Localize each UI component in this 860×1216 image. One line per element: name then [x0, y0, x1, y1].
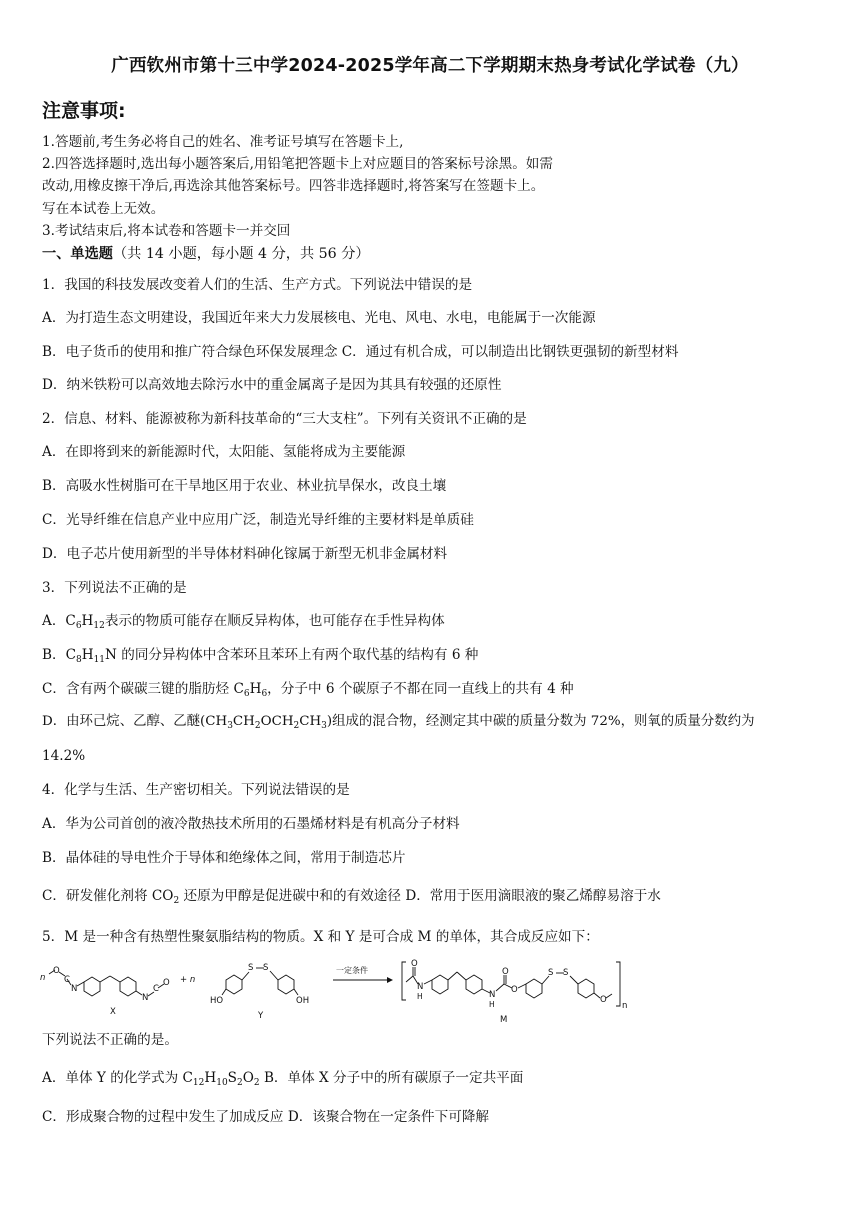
svg-text:N: N — [71, 984, 78, 994]
svg-text:S: S — [563, 968, 569, 978]
svg-text:C: C — [153, 984, 159, 994]
q4-option-cd: C．研发催化剂将 $CO_2$ 还原为甲醇是促进碳中和的有效途径 D．常用于医用滴眼液的聚乙烯醇易溶于水 — [42, 888, 661, 906]
notice-heading: 注意事项: — [42, 100, 126, 122]
svg-text:C: C — [64, 975, 70, 985]
section-label: 一、单选题 — [42, 246, 113, 262]
notice-line-2: 2.四答选择题时,选出每小题答案后,用铅笔把答题卡上对应题目的答案标号涂黑。如需 — [42, 156, 553, 172]
svg-text:N: N — [489, 990, 496, 1000]
svg-text:N: N — [142, 993, 149, 1003]
svg-text:n: n — [40, 973, 46, 983]
notice-line-1: 1.答题前,考生务必将自己的姓名、准考证号填写在答题卡上, — [42, 134, 404, 150]
q3-stem: 3．下列说法不正确的是 — [42, 580, 187, 596]
label-m: M — [500, 1015, 508, 1024]
svg-text:O: O — [411, 959, 418, 969]
q3-option-c: C．含有两个碳碳三键的脂肪烃 $C_6H_6$，分子中 6 个碳原子不都在同一直线上的共有 4 种 — [42, 681, 574, 699]
q2-option-a: A．在即将到来的新能源时代，太阳能、氢能将成为主要能源 — [42, 444, 406, 460]
svg-text:O: O — [53, 966, 60, 976]
svg-text:S: S — [263, 963, 269, 973]
svg-text:+ n: + n — [180, 975, 196, 985]
svg-text:O: O — [600, 995, 607, 1005]
q4-option-a: A．华为公司首创的液冷散热技术所用的石墨烯材料是有机高分子材料 — [42, 816, 460, 832]
label-y: Y — [258, 1011, 264, 1021]
svg-text:n: n — [622, 1001, 628, 1011]
q3-option-d-continued: 14.2% — [42, 748, 86, 764]
svg-text:H: H — [489, 1000, 495, 1009]
svg-text:OH: OH — [296, 996, 310, 1006]
q1-stem: 1．我国的科技发展改变着人们的生活、生产方式。下列说法中错误的是 — [42, 277, 473, 293]
q3-option-a: A．$C_6H_{12}$表示的物质可能存在顺反异构体，也可能存在手性异构体 — [42, 613, 445, 631]
q2-option-c: C．光导纤维在信息产业中应用广泛，制造光导纤维的主要材料是单质硅 — [42, 512, 474, 528]
label-x: X — [110, 1007, 116, 1017]
notice-line-5: 3.考试结束后,将本试卷和答题卡一并交回 — [42, 223, 291, 239]
q3-option-d: D．由环己烷、乙醇、乙醚$(CH_3CH_2OCH_2CH_3)$组成的混合物，经测定其中碳的质量分数为 72%，则氧的质量分数约为 — [42, 714, 755, 731]
q1-option-d: D．纳米铁粉可以高效地去除污水中的重金属离子是因为其具有较强的还原性 — [42, 377, 502, 393]
q2-stem: 2．信息、材料、能源被称为新科技革命的“三大支柱”。下列有关资讯不正确的是 — [42, 411, 527, 427]
q2-option-d: D．电子芯片使用新型的半导体材料砷化镓属于新型无机非金属材料 — [42, 546, 448, 562]
q5-stem: 5．M 是一种含有热塑性聚氨脂结构的物质。X 和 Y 是可合成 M 的单体，其合成反应如下： — [42, 929, 599, 945]
svg-text:O: O — [511, 985, 518, 995]
svg-text:H: H — [417, 992, 423, 1001]
q5-after-text: 下列说法不正确的是。 — [42, 1032, 178, 1048]
reaction-scheme — [40, 958, 680, 1024]
svg-text:一定条件: 一定条件 — [336, 966, 368, 975]
q5-option-cd: C．形成聚合物的过程中发生了加成反应 D．该聚合物在一定条件下可降解 — [42, 1109, 490, 1125]
q1-option-a: A．为打造生态文明建设，我国近年来大力发展核电、光电、风电、水电，电能属于一次能源 — [42, 310, 596, 326]
notice-line-3: 改动,用橡皮擦干净后,再选涂其他答案标号。四答非选择题时,将答案写在签题卡上。 — [42, 178, 545, 194]
svg-text:S: S — [548, 968, 554, 978]
svg-text:O: O — [502, 967, 509, 977]
exam-title: 广西钦州市第十三中学2024-2025学年高二下学期期末热身考试化学试卷（九） — [111, 56, 749, 76]
q3-option-b: B．$C_8H_{11}N$ 的同分异构体中含苯环且苯环上有两个取代基的结构有 6 种 — [42, 647, 479, 665]
svg-text:S: S — [248, 963, 254, 973]
q4-option-b: B．晶体硅的导电性介于导体和绝缘体之间，常用于制造芯片 — [42, 850, 406, 866]
section-detail: （共 14 小题，每小题 4 分，共 56 分） — [112, 246, 370, 262]
q4-stem: 4．化学与生活、生产密切相关。下列说法错误的是 — [42, 782, 350, 798]
section-header — [42, 245, 370, 263]
q5-option-ab: A．单体 Y 的化学式为 $C_{12}H_{10}S_2O_2$ B．单体 X 分子中的所有碳原子一定共平面 — [42, 1070, 524, 1088]
notice-line-4: 写在本试卷上无效。 — [42, 201, 165, 217]
q2-option-b: B．高吸水性树脂可在干旱地区用于农业、林业抗旱保水，改良土壤 — [42, 478, 447, 494]
svg-text:N: N — [417, 982, 424, 992]
svg-text:HO: HO — [210, 996, 224, 1006]
svg-text:O: O — [163, 978, 170, 988]
q1-option-bc: B．电子货币的使用和推广符合绿色环保发展理念 C．通过有机合成，可以制造出比钢铁更强韧的新型材料 — [42, 344, 679, 360]
